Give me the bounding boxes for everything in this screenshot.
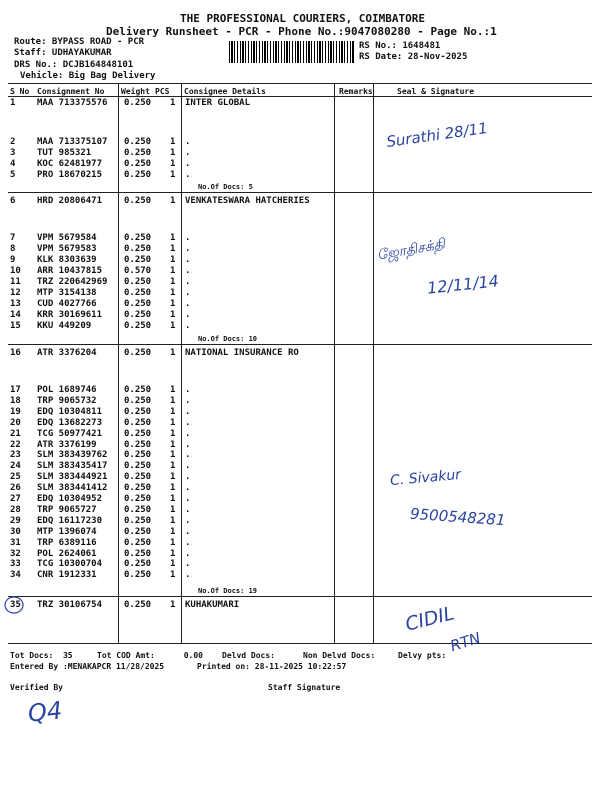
sno-35-circle [3,595,25,615]
total-cod: Tot COD Amt: 0.00 [97,651,203,660]
row-consignee: . [185,406,191,417]
row-consignee: . [185,288,191,298]
row-weight: 0.250 [124,255,152,265]
handwritten-signature-2: ஜோதிசக்தி [375,236,447,264]
row-pcs: 1 [170,483,176,494]
row-weight: 0.250 [124,439,152,450]
row-pcs: 1 [170,537,176,548]
row-sno: 30 [10,526,21,537]
row-sno: 8 [10,244,16,254]
table-row [0,98,600,108]
staff-label: Staff: UDHAYAKUMAR [14,48,112,58]
handwritten-signature-3: C. Sivakur [389,466,462,490]
row-weight: 0.250 [124,428,152,439]
row-pcs: 1 [170,494,176,504]
table-row [0,288,600,298]
row-sno: 35 [10,600,21,610]
table-row [0,600,600,610]
row-sno: 18 [10,395,21,406]
row-consignment: POL 2624061 [37,548,97,559]
row-consignee: . [185,244,191,254]
row-sno: 9 [10,255,16,265]
row-consignee: . [185,450,191,461]
row-sno: 25 [10,472,21,483]
row-sno: 6 [10,196,16,206]
row-pcs: 1 [170,321,176,331]
row-pcs: 1 [170,461,176,472]
row-weight: 0.250 [124,321,152,331]
row-weight: 0.250 [124,244,152,254]
row-weight: 0.250 [124,504,152,515]
row-pcs: 1 [170,310,176,320]
row-consignee: . [185,559,191,570]
runsheet-subtitle: Delivery Runsheet - PCR - Phone No.:9047080280 - Page No.:1 [106,25,497,38]
table-row [0,148,600,158]
row-sno: 22 [10,439,21,450]
table-row [0,137,600,147]
row-consignee: VENKATESWARA HATCHERIES [185,196,310,206]
row-sno: 34 [10,570,21,581]
row-sno: 27 [10,494,21,504]
row-pcs: 1 [170,244,176,254]
row-pcs: 1 [170,559,176,570]
row-pcs: 1 [170,439,176,450]
row-consignee: . [185,395,191,406]
barcode [229,41,354,63]
row-consignee: INTER GLOBAL [185,98,251,108]
row-consignment: TUT 985321 [37,148,92,158]
row-consignment: POL 1689746 [37,385,97,395]
table-row [0,516,600,526]
row-consignment: SLM 383439762 [37,450,108,461]
row-pcs: 1 [170,548,176,559]
row-consignment: CUD 4027766 [37,299,97,309]
delivery-points: Delvy pts: [398,651,447,660]
col-header-weight: Weight [121,87,150,96]
group-divider-2 [8,344,592,345]
handwritten-signature-4: CIDIL [403,602,457,636]
row-sno: 7 [10,233,16,243]
group-divider-3 [8,596,592,597]
row-consignee: . [185,385,191,395]
table-row [0,549,600,559]
row-weight: 0.250 [124,98,152,108]
row-pcs: 1 [170,600,176,610]
row-consignee: . [185,515,191,526]
handwritten-phone-3: 9500548281 [409,504,506,530]
row-sno: 13 [10,299,21,309]
row-weight: 0.250 [124,417,152,428]
row-pcs: 1 [170,526,176,537]
rs-number: RS No.: 1648481 [359,41,441,51]
col-header-consignee: Consignee Details [184,87,266,96]
table-row [0,348,600,358]
row-weight: 0.250 [124,600,152,610]
row-sno: 1 [10,98,16,108]
row-sno: 10 [10,266,21,276]
group-divider-1 [8,192,592,193]
row-pcs: 1 [170,233,176,243]
row-weight: 0.250 [124,548,152,559]
table-row [0,483,600,493]
row-consignment: ATR 3376199 [37,439,97,450]
row-pcs: 1 [170,428,176,439]
row-weight: 0.250 [124,233,152,243]
row-pcs: 1 [170,148,176,158]
group-docs-2: No.Of Docs: 10 [198,335,258,343]
row-weight: 0.250 [124,348,152,358]
row-sno: 24 [10,461,21,472]
row-consignment: EDQ 10304952 [37,494,103,504]
row-weight: 0.250 [124,288,152,298]
handwritten-date-2: 12/11/14 [426,271,500,298]
table-top-border [8,83,592,84]
row-pcs: 1 [170,299,176,309]
row-weight: 0.250 [124,299,152,309]
col-header-seal: Seal & Signature [397,87,475,96]
delivered-docs: Delvd Docs: [222,651,275,660]
row-weight: 0.250 [124,406,152,417]
row-consignment: MAA 713375576 [37,98,108,108]
table-row [0,407,600,417]
row-consignee: . [185,299,191,309]
row-weight: 0.250 [124,196,152,206]
col-header-pcs: PCS [155,87,170,96]
row-weight: 0.250 [124,570,152,581]
row-consignment: TRZ 30106754 [37,600,103,610]
row-consignee: . [185,170,191,180]
row-weight: 0.250 [124,277,152,287]
table-row [0,505,600,515]
table-bottom-border [8,643,592,644]
table-row [0,196,600,206]
row-pcs: 1 [170,450,176,461]
row-sno: 16 [10,348,21,358]
row-consignment: MAA 713375107 [37,137,108,147]
row-consignment: MTP 3154138 [37,288,97,298]
row-consignment: TCG 10300704 [37,559,103,570]
handwritten-rtn-note: RTN [447,628,483,656]
table-row [0,527,600,537]
row-consignee: . [185,321,191,331]
col-header-consignment: Consignment No [37,87,105,96]
row-consignee: . [185,159,191,169]
table-row [0,570,600,580]
row-sno: 20 [10,417,21,428]
row-pcs: 1 [170,417,176,428]
table-row [0,385,600,395]
row-pcs: 1 [170,570,176,581]
row-pcs: 1 [170,515,176,526]
row-consignment: SLM 383441412 [37,483,108,494]
route-label: Route: BYPASS ROAD - PCR [14,37,145,47]
row-consignment: KLK 8303639 [37,255,97,265]
row-consignment: KOC 62481977 [37,159,103,169]
row-sno: 11 [10,277,21,287]
row-pcs: 1 [170,277,176,287]
table-row [0,461,600,471]
table-row [0,244,600,254]
row-consignee: . [185,483,191,494]
row-sno: 29 [10,515,21,526]
row-consignment: EDQ 10304811 [37,406,103,417]
row-consignment: TRP 9065727 [37,504,97,515]
table-row [0,159,600,169]
row-consignment: TRP 6389116 [37,537,97,548]
row-consignee: . [185,233,191,243]
row-consignment: VPM 5679583 [37,244,97,254]
row-pcs: 1 [170,406,176,417]
row-weight: 0.570 [124,266,152,276]
group-docs-1: No.Of Docs: 5 [198,183,253,191]
row-consignment: ATR 3376204 [37,348,97,358]
row-weight: 0.250 [124,310,152,320]
table-row [0,299,600,309]
row-weight: 0.250 [124,537,152,548]
row-pcs: 1 [170,504,176,515]
row-consignee: . [185,255,191,265]
row-sno: 31 [10,537,21,548]
table-row [0,310,600,320]
row-consignment: KKU 449209 [37,321,92,331]
table-row [0,472,600,482]
row-weight: 0.250 [124,472,152,483]
row-consignment: TRZ 220642969 [37,277,108,287]
table-header-border [8,96,592,97]
row-sno: 19 [10,406,21,417]
row-consignment: EDQ 16117230 [37,515,103,526]
handwritten-verified-initials: Q4 [26,696,64,728]
row-sno: 26 [10,483,21,494]
table-row [0,255,600,265]
table-row [0,266,600,276]
row-consignment: EDQ 13682273 [37,417,103,428]
row-consignment: MTP 1396074 [37,526,97,537]
row-weight: 0.250 [124,385,152,395]
row-sno: 5 [10,170,16,180]
row-sno: 17 [10,385,21,395]
row-consignment: TRP 9065732 [37,395,97,406]
verified-by-label: Verified By [10,683,63,692]
row-consignee: . [185,439,191,450]
row-pcs: 1 [170,472,176,483]
row-consignee: . [185,570,191,581]
row-consignee: . [185,148,191,158]
row-consignee: KUHAKUMARI [185,600,240,610]
entered-by: Entered By :MENAKAPCR 11/28/2025 [10,662,165,671]
rs-date: RS Date: 28-Nov-2025 [359,52,468,62]
table-row [0,450,600,460]
handwritten-signature-1: Surathi 28/11 [385,118,489,152]
row-pcs: 1 [170,98,176,108]
row-pcs: 1 [170,395,176,406]
company-title: THE PROFESSIONAL COURIERS, COIMBATORE [180,12,426,25]
table-row [0,418,600,428]
row-consignment: KRR 30169611 [37,310,103,320]
printed-on: Printed on: 28-11-2025 10:22:57 [197,662,347,671]
row-sno: 21 [10,428,21,439]
row-sno: 23 [10,450,21,461]
row-weight: 0.250 [124,159,152,169]
row-consignee: . [185,266,191,276]
row-pcs: 1 [170,255,176,265]
row-consignee: . [185,461,191,472]
row-weight: 0.250 [124,461,152,472]
drs-number: DRS No.: DCJB164848101 [14,60,134,70]
row-pcs: 1 [170,266,176,276]
total-docs: Tot Docs: 35 [10,651,73,660]
row-consignee: . [185,537,191,548]
row-sno: 14 [10,310,21,320]
row-sno: 33 [10,559,21,570]
row-consignee: . [185,504,191,515]
table-row [0,440,600,450]
table-row [0,559,600,569]
staff-signature-label: Staff Signature [268,683,341,692]
row-sno: 15 [10,321,21,331]
table-row [0,538,600,548]
row-weight: 0.250 [124,494,152,504]
row-consignee: . [185,310,191,320]
table-row [0,396,600,406]
row-consignee: . [185,548,191,559]
row-sno: 3 [10,148,16,158]
row-sno: 12 [10,288,21,298]
row-consignment: VPM 5679584 [37,233,97,243]
row-consignment: CNR 1912331 [37,570,97,581]
table-row [0,494,600,504]
row-weight: 0.250 [124,450,152,461]
row-weight: 0.250 [124,515,152,526]
table-row [0,170,600,180]
row-sno: 4 [10,159,16,169]
row-pcs: 1 [170,170,176,180]
row-consignment: SLM 383444921 [37,472,108,483]
row-weight: 0.250 [124,559,152,570]
row-pcs: 1 [170,159,176,169]
row-pcs: 1 [170,196,176,206]
table-row [0,429,600,439]
row-consignment: ARR 10437815 [37,266,103,276]
row-consignment: HRD 20806471 [37,196,103,206]
row-consignment: PRO 18670215 [37,170,103,180]
row-consignee: . [185,472,191,483]
row-weight: 0.250 [124,395,152,406]
table-row [0,233,600,243]
group-docs-3: No.Of Docs: 19 [198,587,258,595]
non-delivered-docs: Non Delvd Docs: [303,651,376,660]
row-consignee: . [185,494,191,504]
row-sno: 32 [10,548,21,559]
col-header-sno: S No [10,87,30,96]
row-pcs: 1 [170,137,176,147]
row-weight: 0.250 [124,483,152,494]
row-consignee: . [185,277,191,287]
table-row [0,321,600,331]
row-sno: 28 [10,504,21,515]
table-row [0,277,600,287]
row-weight: 0.250 [124,137,152,147]
row-consignment: SLM 383435417 [37,461,108,472]
row-consignee: . [185,428,191,439]
row-pcs: 1 [170,348,176,358]
vehicle-label: Vehicle: Big Bag Delivery [20,71,156,81]
row-weight: 0.250 [124,148,152,158]
row-consignee: . [185,137,191,147]
row-consignee: . [185,526,191,537]
row-weight: 0.250 [124,526,152,537]
col-header-remarks: Remarks [339,87,373,96]
row-sno: 2 [10,137,16,147]
row-consignee: NATIONAL INSURANCE RO [185,348,299,358]
row-pcs: 1 [170,288,176,298]
row-consignment: TCG 50977421 [37,428,103,439]
row-weight: 0.250 [124,170,152,180]
row-pcs: 1 [170,385,176,395]
row-consignee: . [185,417,191,428]
